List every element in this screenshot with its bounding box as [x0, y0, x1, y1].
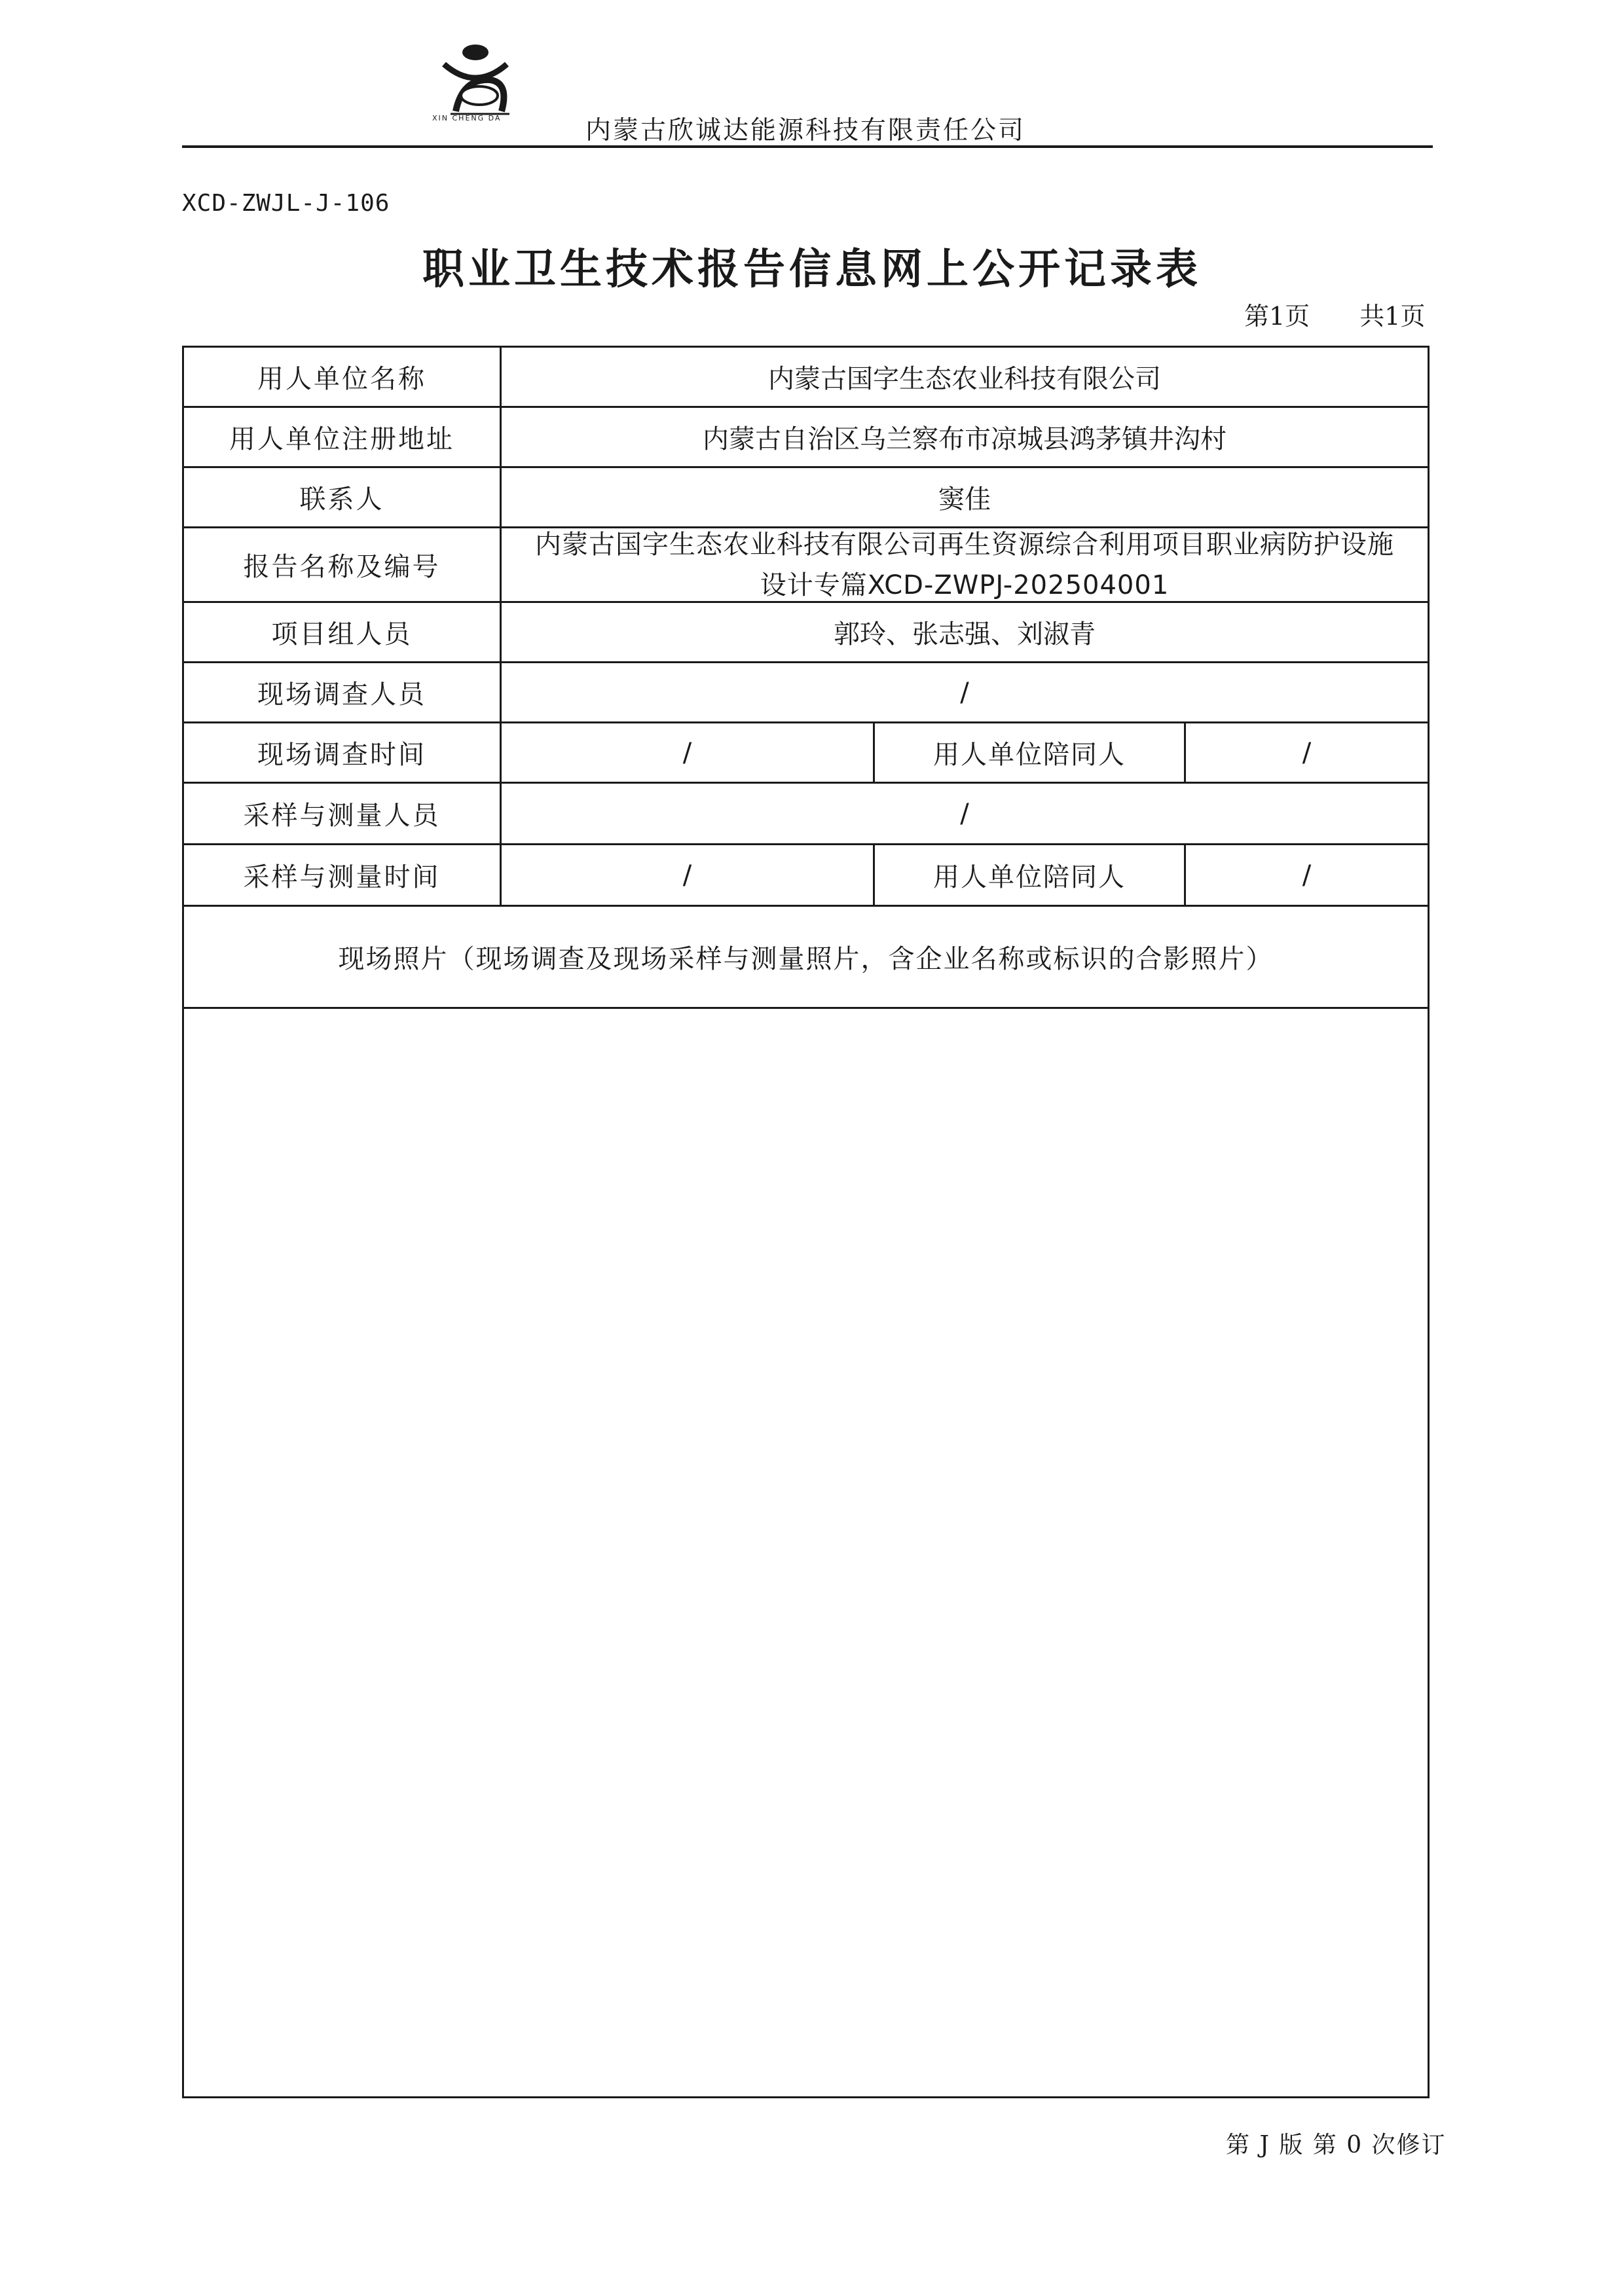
table-row-contact [184, 468, 1428, 528]
sampling-escort-value: / [1302, 860, 1312, 890]
contact-value: 窦佳 [938, 484, 991, 515]
sampling-staff-label: 采样与测量人员 [184, 784, 502, 843]
revision-footer: 第 J 版 第 0 次修订 [1226, 2132, 1447, 2159]
page-total: 共1页 [1359, 302, 1426, 331]
sampling-escort-label: 用人单位陪同人 [875, 845, 1186, 905]
survey-time-label: 现场调查时间 [184, 723, 502, 782]
team-value: 郭玲、张志强、刘淑青 [834, 619, 1096, 649]
sampling-time-label: 采样与测量时间 [184, 845, 502, 905]
table-row-survey-staff [184, 663, 1428, 723]
table-row-photos-header [184, 907, 1428, 1009]
contact-label: 联系人 [184, 468, 502, 526]
sampling-staff-value: / [960, 798, 969, 829]
employer-name-value: 内蒙古国字生态农业科技有限公司 [768, 364, 1161, 394]
page-current: 第1页 [1244, 302, 1310, 331]
employer-name-label: 用人单位名称 [184, 348, 502, 406]
report-value-line2: 设计专篇XCD-ZWPJ-202504001 [760, 570, 1170, 600]
header-rule [182, 145, 1433, 148]
company-name: 内蒙古欣诚达能源科技有限责任公司 [585, 116, 1026, 145]
survey-escort-value: / [1302, 737, 1312, 768]
table-row-employer-name [184, 348, 1428, 408]
company-logo [424, 41, 542, 126]
photos-area [184, 1009, 1428, 2096]
team-label: 项目组人员 [184, 603, 502, 661]
employer-address-value: 内蒙古自治区乌兰察布市凉城县鸿茅镇井沟村 [703, 424, 1227, 454]
survey-escort-label: 用人单位陪同人 [875, 723, 1186, 782]
record-table [182, 346, 1430, 2098]
table-row-sampling-time [184, 845, 1428, 907]
table-row-survey-time [184, 723, 1428, 784]
report-value-line1: 内蒙古国字生态农业科技有限公司再生资源综合利用项目职业病防护设施 [535, 529, 1394, 560]
table-row-sampling-staff [184, 784, 1428, 845]
sampling-time-value: / [502, 845, 875, 905]
survey-staff-value: / [960, 677, 969, 708]
document-code: XCD-ZWJL-J-106 [182, 190, 390, 217]
table-row-team [184, 603, 1428, 663]
page-title: 职业卫生技术报告信息网上公开记录表 [422, 246, 1202, 294]
survey-time-value: / [502, 723, 875, 782]
page-info [1244, 296, 1425, 332]
report-value [502, 528, 1428, 601]
report-label: 报告名称及编号 [184, 528, 502, 601]
logo-text: XIN CHENG DA [432, 114, 502, 122]
photos-label: 现场照片（现场调查及现场采样与测量照片，含企业名称或标识的合影照片） [338, 944, 1274, 974]
employer-address-label: 用人单位注册地址 [184, 408, 502, 466]
survey-staff-label: 现场调查人员 [184, 663, 502, 721]
table-row-report [184, 528, 1428, 603]
table-row-employer-address [184, 408, 1428, 468]
